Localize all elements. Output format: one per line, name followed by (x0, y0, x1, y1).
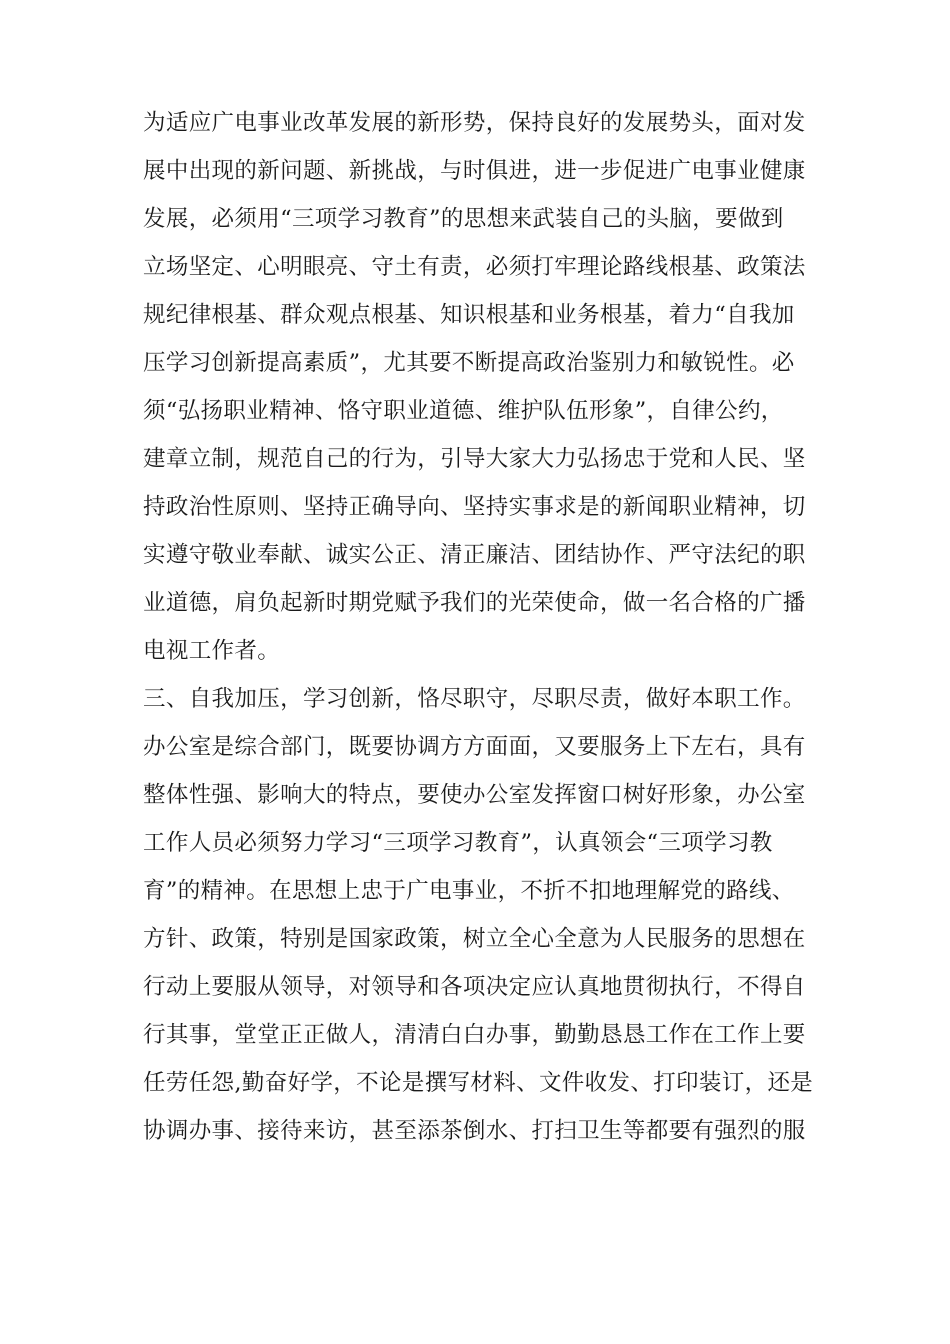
paragraph-line: 压学习创新提高素质”，尤其要不断提高政治鉴别力和敏锐性。必 (143, 350, 795, 376)
paragraph-line: 工作人员必须努力学习“三项学习教育”，认真领会“三项学习教 (143, 830, 773, 856)
paragraph-line: 行其事，堂堂正正做人，清清白白办事，勤勤恳恳工作在工作上要 (143, 1022, 806, 1048)
paragraph-line: 须“弘扬职业精神、恪守职业道德、维护队伍形象”，自律公约， (143, 398, 784, 424)
paragraph-line: 方针、政策，特别是国家政策，树立全心全意为人民服务的思想在 (143, 926, 806, 952)
paragraph-line: 发展，必须用“三项学习教育”的思想来武装自己的头脑，要做到 (143, 206, 784, 232)
paragraph-line: 协调办事、接待来访，甚至添茶倒水、打扫卫生等都要有强烈的服 (143, 1118, 806, 1144)
paragraph-line: 任劳任怨,勤奋好学，不论是撰写材料、文件收发、打印装订，还是 (143, 1070, 814, 1096)
paragraph-line: 办公室是综合部门，既要协调方方面面，又要服务上下左右，具有 (143, 734, 806, 760)
paragraph-line: 建章立制，规范自己的行为，引导大家大力弘扬忠于党和人民、坚 (143, 446, 806, 472)
paragraph-line: 电视工作者。 (143, 638, 281, 664)
paragraph-line: 整体性强、影响大的特点，要使办公室发挥窗口树好形象，办公室 (143, 782, 806, 808)
paragraph-line: 育”的精神。在思想上忠于广电事业，不折不扣地理解党的路线、 (143, 878, 795, 904)
paragraph-line: 行动上要服从领导，对领导和各项决定应认真地贯彻执行，不得自 (143, 974, 806, 1000)
paragraph-line: 规纪律根基、群众观点根基、知识根基和业务根基，着力“自我加 (143, 302, 795, 328)
section-heading: 三、自我加压，学习创新，恪尽职守，尽职尽责，做好本职工作。 (143, 686, 806, 712)
paragraph-line: 展中出现的新问题、新挑战，与时俱进，进一步促进广电事业健康 (143, 158, 806, 184)
paragraph-line: 立场坚定、心明眼亮、守土有责，必须打牢理论路线根基、政策法 (143, 254, 806, 280)
paragraph-line: 为适应广电事业改革发展的新形势，保持良好的发展势头，面对发 (143, 110, 806, 136)
paragraph-line: 业道德，肩负起新时期党赋予我们的光荣使命，做一名合格的广播 (143, 590, 806, 616)
paragraph-line: 持政治性原则、坚持正确导向、坚持实事求是的新闻职业精神，切 (143, 494, 806, 520)
paragraph-line: 实遵守敬业奉献、诚实公正、清正廉洁、团结协作、严守法纪的职 (143, 542, 806, 568)
